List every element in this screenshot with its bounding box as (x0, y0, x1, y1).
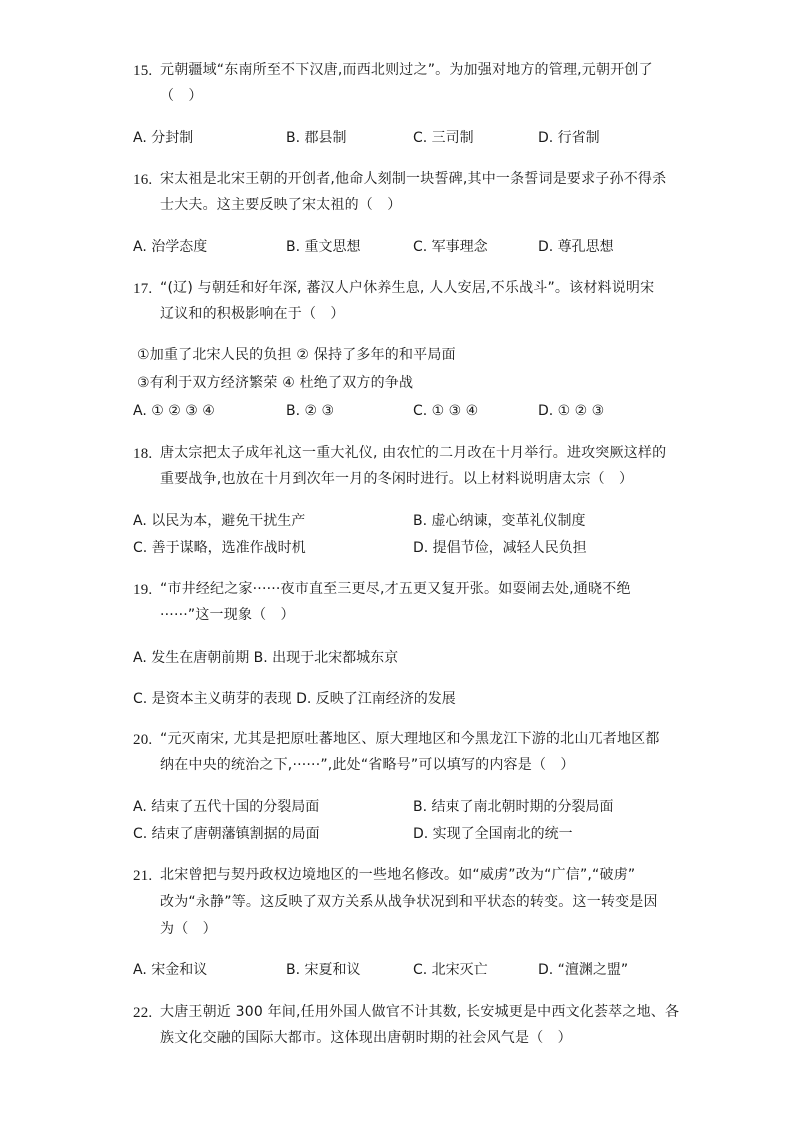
option-d[interactable]: D. “澶渊之盟” (538, 962, 629, 978)
option-c[interactable]: C. 军事理念 (413, 239, 488, 255)
question-text-line: “市井经纪之家······夜市直至三更尽,才五更又复开张。如耍闹去处,通晓不绝 (160, 581, 631, 597)
option-a[interactable]: A. ① ② ③ ④ (133, 403, 215, 419)
option-b[interactable]: B. 结束了南北朝时期的分裂局面 (413, 799, 614, 815)
question-text-line: 元朝疆域“东南所至不下汉唐,而西北则过之”。为加强对地方的管理,元朝开创了 (160, 62, 653, 78)
question-number: 17. (133, 281, 153, 297)
option-a[interactable]: A. 治学态度 (133, 239, 208, 255)
option-c-d[interactable]: C. 是资本主义萌芽的表现 D. 反映了江南经济的发展 (133, 691, 456, 707)
option-b[interactable]: B. 宋夏和议 (286, 962, 361, 978)
option-a[interactable]: A. 结束了五代十国的分裂局面 (133, 799, 320, 815)
option-a[interactable]: A. 分封制 (133, 130, 194, 146)
question-text-line: 族文化交融的国际大都市。这体现出唐朝时期的社会风气是（ ） (160, 1030, 572, 1046)
option-c[interactable]: C. 北宋灭亡 (413, 962, 488, 978)
question-text-line: 北宋曾把与契丹政权边境地区的一些地名修改。如“威虏”改为“广信”,“破虏” (160, 867, 636, 883)
option-a-b[interactable]: A. 发生在唐朝前期 B. 出现于北宋都城东京 (133, 650, 399, 666)
question-number: 20. (133, 732, 153, 748)
question-number: 21. (133, 868, 153, 884)
question-number: 19. (133, 582, 153, 598)
question-text-line: 重要战争,也放在十月到次年一月的冬闲时进行。以上材料说明唐太宗（ ） (160, 471, 634, 487)
question-text-line: 士大夫。这主要反映了宋太祖的（ ） (160, 197, 402, 213)
option-d[interactable]: D. ① ② ③ (538, 403, 605, 419)
question-text-line: 为（ ） (160, 921, 217, 937)
question-text-line: 唐太宗把太子成年礼这一重大礼仪, 由农忙的二月改在十月举行。进攻突厥这样的 (160, 445, 667, 461)
option-a[interactable]: A. 宋金和议 (133, 962, 208, 978)
question-text-line: 大唐王朝近 300 年间,任用外国人做官不计其数, 长安城更是中西文化荟萃之地、各 (160, 1004, 680, 1020)
option-d[interactable]: D. 实现了全国南北的统一 (413, 826, 573, 842)
question-number: 16. (133, 172, 153, 188)
option-a[interactable]: A. 以民为本，避免干扰生产 (133, 513, 306, 529)
question-text-line: “元灭南宋, 尤其是把原吐蕃地区、原大理地区和今黑龙江下游的北山兀者地区都 (160, 731, 660, 747)
option-d[interactable]: D. 提倡节俭，减轻人民负担 (413, 540, 587, 556)
question-number: 22. (133, 1005, 153, 1021)
question-text-line: 辽议和的积极影响在于（ ） (160, 306, 345, 322)
option-d[interactable]: D. 行省制 (538, 130, 600, 146)
option-b[interactable]: B. 重文思想 (286, 239, 361, 255)
question-number: 18. (133, 446, 153, 462)
question-number: 15. (133, 63, 153, 79)
option-b[interactable]: B. 虚心纳谏，变革礼仪制度 (413, 513, 586, 529)
option-b[interactable]: B. ② ③ (286, 403, 335, 419)
question-text-line: 宋太祖是北宋王朝的开创者,他命人刻制一块誓碑,其中一条誓词是要求子孙不得杀 (160, 171, 667, 187)
question-text-line: （ ） (160, 88, 203, 104)
question-text-line: “(辽) 与朝廷和好年深, 蕃汉人户休养生息, 人人安居,不乐战斗”。该材料说明宋 (160, 280, 655, 296)
option-c[interactable]: C. 善于谋略，选准作战时机 (133, 540, 306, 556)
question-text-line: ······”这一现象（ ） (160, 607, 295, 623)
statement-line: ③有利于双方经济繁荣 ④ 杜绝了双方的争战 (137, 375, 414, 391)
question-text-line: 改为“永静”等。这反映了双方关系从战争状况到和平状态的转变。这一转变是因 (160, 894, 658, 910)
option-c[interactable]: C. ① ③ ④ (413, 403, 479, 419)
option-d[interactable]: D. 尊孔思想 (538, 239, 614, 255)
option-c[interactable]: C. 结束了唐朝藩镇割据的局面 (133, 826, 320, 842)
question-text-line: 纳在中央的统治之下,······”,此处“省略号”可以填写的内容是（ ） (160, 757, 575, 773)
option-c[interactable]: C. 三司制 (413, 130, 474, 146)
option-b[interactable]: B. 郡县制 (286, 130, 347, 146)
statement-line: ①加重了北宋人民的负担 ② 保持了多年的和平局面 (137, 347, 456, 363)
